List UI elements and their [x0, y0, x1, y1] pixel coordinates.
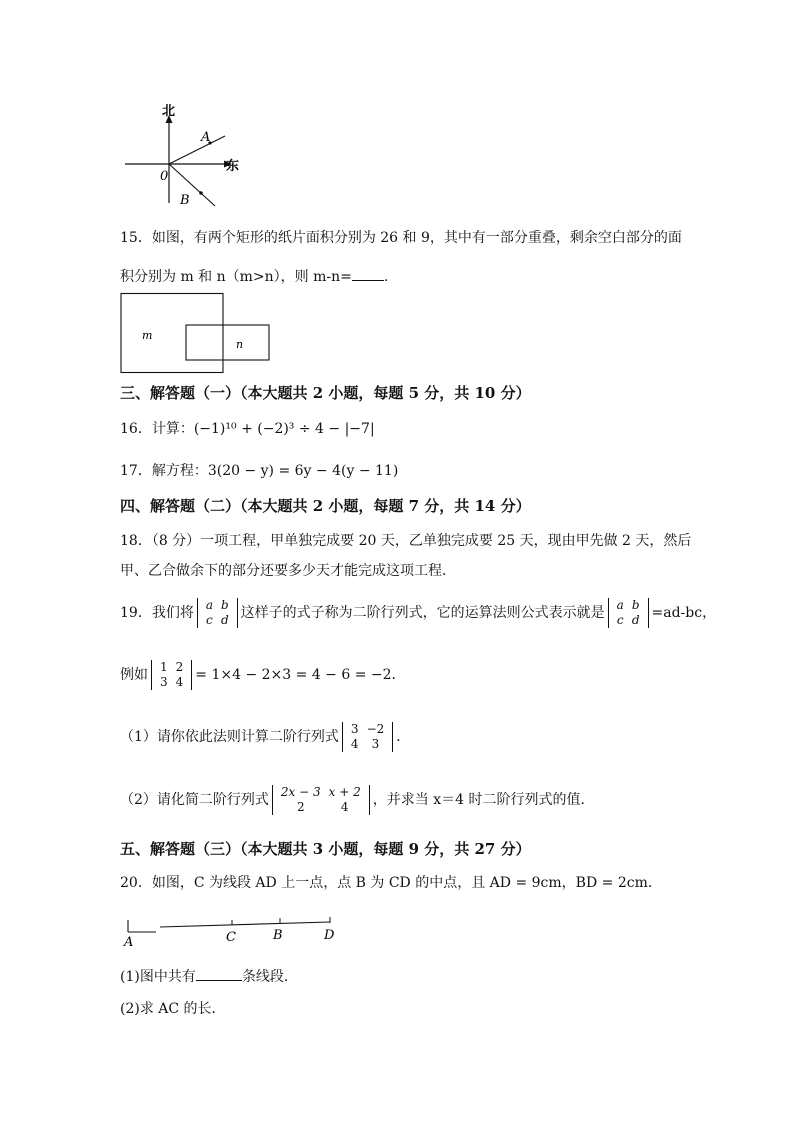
origin-label: 0 [160, 169, 169, 184]
q20-sub1-text: (1)图中共有 [120, 969, 196, 985]
q19-text3: =ad-bc， [651, 605, 717, 621]
q20-line: 20．如图，C 为线段 AD 上一点，点 B 为 CD 的中点，且 AD = 9cm，BD = 2cm． [120, 875, 662, 891]
q19-example-result: = 1×4 − 2×3 = 4 − 6 = −2． [195, 667, 406, 683]
q20-sub1 [120, 968, 298, 986]
label-m: m [142, 329, 153, 342]
q18-line2: 甲、乙合做余下的部分还要多少天才能完成这项工程． [120, 563, 456, 579]
q19-example-label: 例如 [120, 667, 148, 683]
east-label: 东 [226, 159, 240, 174]
section3-title: 三、解答题（一）（本大题共 2 小题，每题 5 分，共 10 分） [120, 384, 531, 402]
label-n: n [236, 338, 244, 351]
q17-expression: 3(20 − y) = 6y − 4(y − 11) [207, 463, 399, 479]
det-part2: 2x − 3 x + 2 2 4 [272, 785, 370, 815]
q15-line2 [120, 268, 388, 286]
section5-title: 五、解答题（三）（本大题共 3 小题，每题 9 分，共 27 分） [120, 840, 531, 858]
label-b: B [273, 928, 283, 943]
q19-text2: 这样子的式子称为二阶行列式，它的运算法则公式表示就是 [240, 605, 605, 621]
q15-answer-blank [352, 268, 384, 281]
q19-part2-text: （2）请化简二阶行列式 [120, 792, 269, 808]
q15-line2-text: 积分别为 m 和 n（m>n），则 m-n= [120, 269, 352, 285]
q19-text1: 19．我们将 [120, 605, 194, 621]
q19-part2-end: ，并求当 x＝4 时二阶行列式的值． [372, 792, 595, 808]
segment-figure [118, 912, 348, 952]
det-abcd-1: a b c d [197, 598, 238, 628]
segment-main [160, 922, 330, 927]
q15-line1: 15．如图，有两个矩形的纸片面积分别为 26 和 9，其中有一部分重叠，剩余空白部分的面 [120, 230, 682, 246]
point-b-label: B [180, 193, 190, 208]
q18-line1: 18．（8 分）一项工程，甲单独完成要 20 天，乙单独完成要 25 天，现由甲先做 2 天，然后 [120, 533, 692, 549]
det-abcd-2: a b c d [608, 598, 649, 628]
q19-part1-end: ． [396, 729, 411, 745]
ray-a [169, 136, 225, 164]
q20-answer-blank [196, 968, 242, 981]
rectangles-figure [118, 292, 273, 376]
section4-title: 四、解答题（二）（本大题共 2 小题，每题 7 分，共 14 分） [120, 497, 531, 515]
north-label: 北 [162, 104, 176, 119]
label-c: C [226, 930, 236, 945]
det-part1: 3 −2 4 3 [342, 722, 393, 752]
q20-sub1-end: 条线段． [241, 969, 298, 985]
q16-expression: (−1)¹⁰ + (−2)³ ÷ 4 − |−7| [193, 421, 375, 437]
q15-line2-end: . [383, 269, 389, 285]
q19-part1-text: （1）请你依此法则计算二阶行列式 [120, 729, 339, 745]
q19-example [120, 660, 406, 690]
point-a-label: A [201, 130, 211, 145]
q16-label: 16．计算： [120, 421, 194, 437]
label-a: A [124, 935, 134, 950]
q16 [120, 420, 375, 438]
label-d: D [324, 928, 335, 943]
q19-line1 [120, 598, 716, 628]
det-example: 1 2 3 4 [151, 660, 192, 690]
q20-sub2: (2)求 AC 的长． [120, 1001, 226, 1017]
q19-part2 [120, 785, 594, 815]
compass-figure [120, 103, 250, 208]
point-b-dot [199, 191, 203, 195]
q17 [120, 462, 398, 480]
q17-label: 17．解方程： [120, 463, 208, 479]
small-rectangle [186, 325, 269, 360]
ray-b [169, 164, 215, 206]
large-rectangle [121, 294, 223, 373]
q19-part1 [120, 722, 410, 752]
